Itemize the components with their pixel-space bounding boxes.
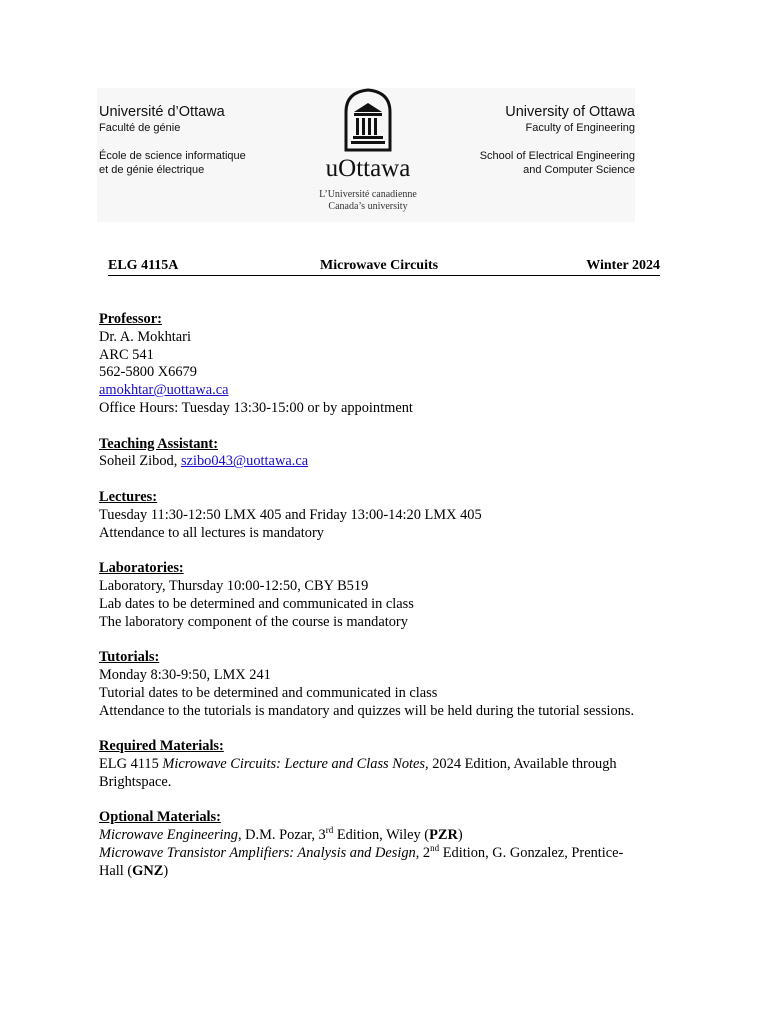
ta-section (99, 436, 669, 472)
optional-book2-after: Edition, G. Gonzalez, Prentice- (439, 844, 624, 861)
lectures-note: Attendance to all lectures is mandatory (99, 524, 324, 541)
faculty-name-en: Faculty of Engineering (525, 122, 635, 134)
required-rest: , 2024 Edition, Available through (425, 755, 617, 772)
tutorials-section (99, 649, 669, 720)
professor-heading: Professor: (99, 311, 162, 327)
lectures-heading: Lectures: (99, 488, 158, 505)
optional-book2-close: ) (163, 862, 169, 879)
optional-book1-after: Edition, Wiley ( (333, 827, 430, 844)
optional-book2-mid: , 2 (415, 844, 431, 861)
university-name-fr: Université d’Ottawa (99, 104, 225, 120)
optional-book1-close: ) (457, 827, 463, 844)
logo-wordmark: uOttawa (325, 155, 411, 182)
professor-email-link[interactable]: amokhtar@uottawa.ca (99, 382, 229, 399)
required-materials-heading: Required Materials: (99, 738, 224, 755)
tutorials-dates: Tutorial dates to be determined and communicated in class (99, 684, 438, 701)
optional-book2-title: Microwave Transistor Amplifiers: Analysis and Design (99, 844, 416, 861)
optional-book1-abbr: PZR (429, 827, 458, 844)
course-code: ELG 4115A (108, 258, 179, 273)
school-name-en-line2: and Computer Science (523, 164, 635, 176)
professor-office-hours: Office Hours: Tuesday 13:30-15:00 or by appointment (99, 399, 413, 416)
optional-book2-line2: Hall ( (99, 862, 133, 879)
tutorials-schedule: Monday 8:30-9:50, LMX 241 (99, 666, 271, 683)
labs-dates: Lab dates to be determined and communicated in class (99, 595, 414, 612)
faculty-name-fr: Faculté de génie (99, 122, 181, 134)
required-materials-section (99, 738, 669, 791)
professor-phone: 562-5800 X6679 (99, 364, 197, 381)
optional-book2-abbr: GNZ (132, 862, 164, 879)
optional-book2-sup: nd (430, 843, 440, 854)
labs-note: The laboratory component of the course is mandatory (99, 613, 408, 630)
uottawa-logo (305, 88, 431, 213)
lectures-section (99, 489, 669, 542)
letterhead-french (99, 104, 246, 177)
syllabus-body (99, 311, 669, 898)
course-title: Microwave Circuits (320, 258, 439, 273)
course-title-row (108, 258, 660, 276)
letterhead-english (470, 104, 635, 177)
ta-heading: Teaching Assistant: (99, 435, 219, 452)
required-rest-line2: Brightspace. (99, 773, 172, 790)
professor-name: Dr. A. Mokhtari (99, 328, 191, 345)
required-title: Microwave Circuits: Lecture and Class Notes (162, 755, 426, 772)
ta-email-link[interactable]: szibo043@uottawa.ca (180, 453, 309, 470)
professor-office: ARC 541 (99, 346, 154, 363)
labs-schedule: Laboratory, Thursday 10:00-12:50, CBY B519 (99, 577, 369, 594)
labs-section (99, 560, 669, 631)
lectures-schedule: Tuesday 11:30-12:50 LMX 405 and Friday 13:00-14:20 LMX 405 (99, 506, 482, 523)
uottawa-building-logo-icon (342, 88, 394, 152)
optional-book1-sup: rd (325, 825, 334, 836)
optional-materials-section (99, 809, 669, 880)
school-name-fr-line2: et de génie électrique (99, 164, 205, 176)
ta-name: Soheil Zibod, (99, 453, 181, 470)
tutorials-note: Attendance to the tutorials is mandatory and quizzes will be held during the tutorial sessions. (99, 702, 635, 719)
university-name-en: University of Ottawa (505, 104, 635, 120)
professor-section (99, 311, 669, 418)
labs-heading: Laboratories: (99, 560, 184, 577)
optional-book1-title: Microwave Engineering (99, 827, 238, 844)
optional-book1-mid: , D.M. Pozar, 3 (237, 827, 326, 844)
course-term: Winter 2024 (586, 258, 660, 273)
tutorials-heading: Tutorials: (99, 649, 160, 666)
logo-tagline-en: Canada’s university (328, 201, 408, 212)
logo-tagline-fr: L’Université canadienne (319, 189, 417, 200)
school-name-fr-line1: École de science informatique (99, 150, 246, 162)
school-name-en-line1: School of Electrical Engineering (479, 150, 635, 162)
required-prefix: ELG 4115 (99, 755, 163, 772)
optional-materials-heading: Optional Materials: (99, 809, 221, 826)
